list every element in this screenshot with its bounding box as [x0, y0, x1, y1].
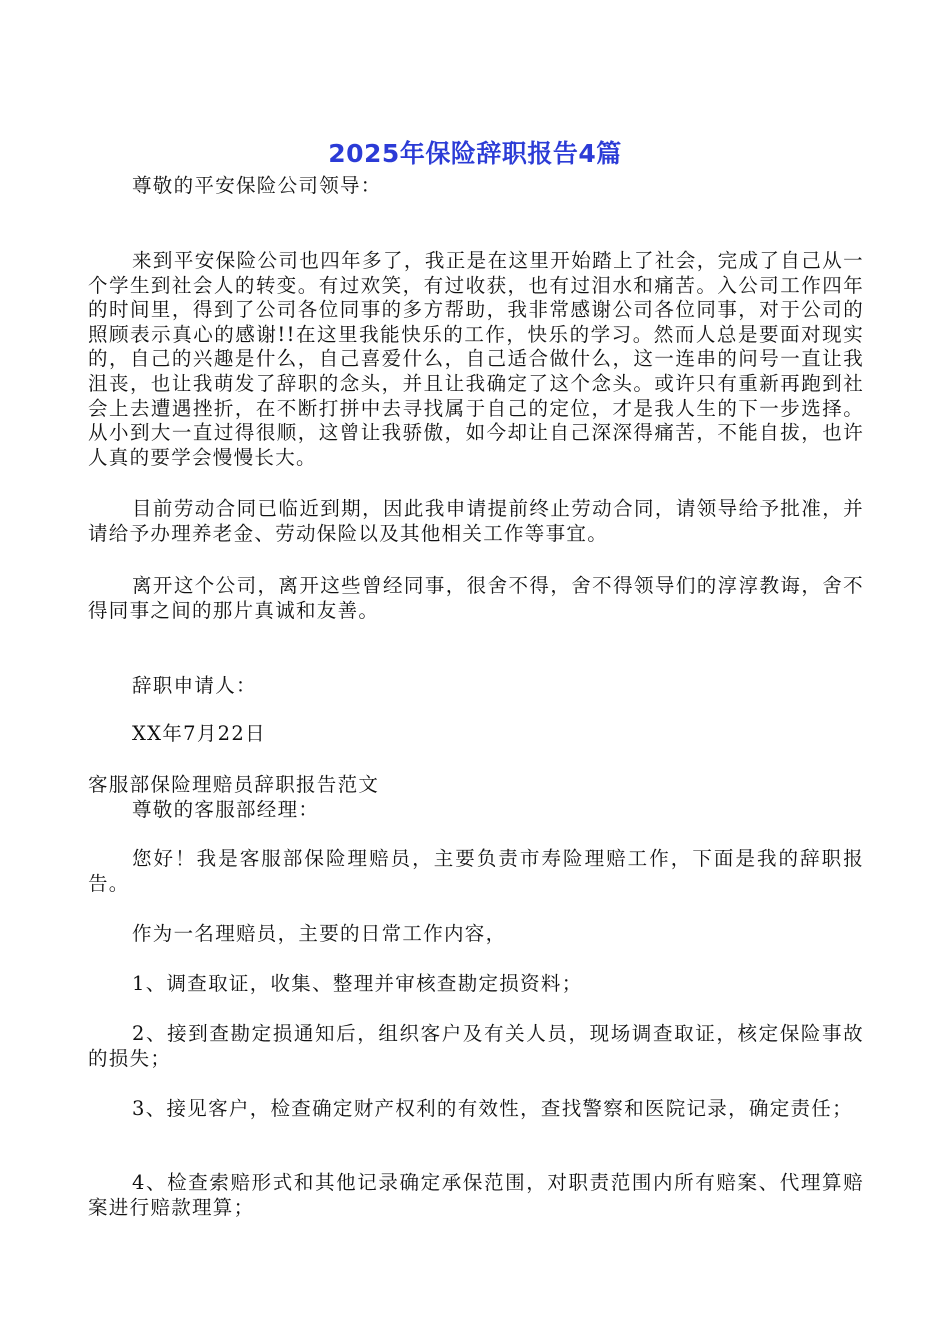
duty-item-2: 2、接到查勘定损通知后，组织客户及有关人员，现场调查取证，核定保险事故的损失； [88, 1022, 864, 1070]
duty-item-4: 4、检查索赔形式和其他记录确定承保范围，对职责范围内所有赔案、代理算赔案进行赔款理算； [88, 1171, 864, 1219]
letter2-heading: 客服部保险理赔员辞职报告范文 [88, 773, 380, 796]
letter1-date: XX年7月22日 [132, 722, 266, 745]
letter1-signer: 辞职申请人： [132, 674, 257, 697]
letter2-paragraph-2: 作为一名理赔员，主要的日常工作内容， [132, 922, 507, 945]
letter1-paragraph-2: 目前劳动合同已临近到期，因此我申请提前终止劳动合同，请领导给予批准，并请给予办理养老金、劳动保险以及其他相关工作等事宜。 [88, 497, 864, 545]
letter1-paragraph-3: 离开这个公司，离开这些曾经同事，很舍不得，舍不得领导们的淳淳教诲，舍不得同事之间的那片真诚和友善。 [88, 574, 864, 622]
duty-item-3: 3、接见客户，检查确定财产权利的有效性，查找警察和医院记录，确定责任； [132, 1097, 853, 1120]
letter1-salutation: 尊敬的平安保险公司领导： [132, 174, 382, 197]
document-title: 2025年保险辞职报告4篇 [328, 139, 622, 168]
letter2-salutation: 尊敬的客服部经理： [132, 798, 320, 821]
letter2-paragraph-1: 您好！我是客服部保险理赔员，主要负责市寿险理赔工作，下面是我的辞职报告。 [88, 847, 864, 895]
duty-item-1: 1、调查取证，收集、整理并审核查勘定损资料； [132, 972, 583, 995]
letter1-paragraph-1: 来到平安保险公司也四年多了，我正是在这里开始踏上了社会，完成了自己从一个学生到社会人的转变。有过欢笑，有过收获，也有过泪水和痛苦。入公司工作四年的时间里，得到了公司各位同事的多方帮助，我非常感谢公司各位同事，对于公司的照顾表示真心的感谢!!在这里我能快乐的工作，快乐的学习。然而人总是要面对现实的，自己的兴趣是什么，自己喜爱什么，自己适合做什么，这一连串的问号一直让我沮丧，也让我萌发了辞职的念头，并且让我确定了这个念头。或许只有重新再跑到社会上去遭遇挫折，在不断打拼中去寻找属于自己的定位，才是我人生的下一步选择。从小到大一直过得很顺，这曾让我骄傲，如今却让自己深深得痛苦，不能自拔，也许人真的要学会慢慢长大。 [88, 249, 864, 469]
